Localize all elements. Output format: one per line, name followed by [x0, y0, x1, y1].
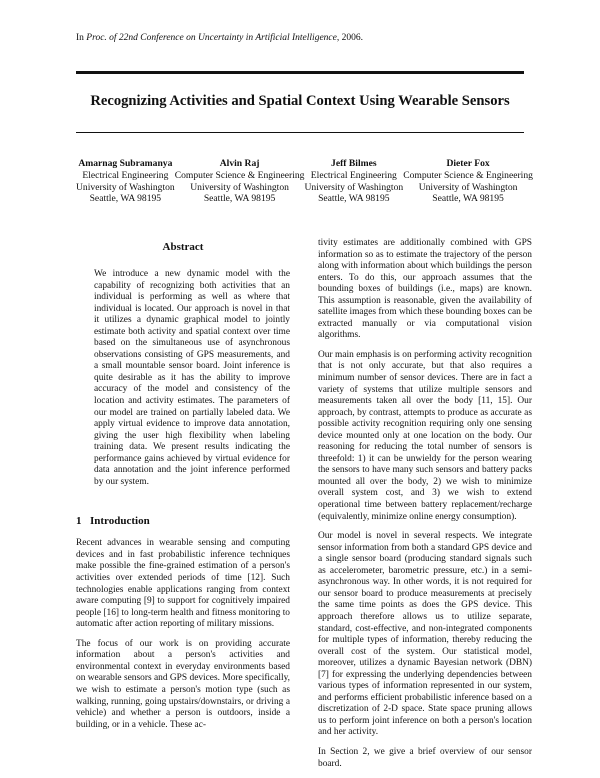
author-name: Amarnag Subramanya — [78, 158, 173, 169]
title-rule-bottom — [76, 132, 524, 133]
intro-paragraph-2: The focus of our work is on providing accurate information about a person's activities and environmental context in everyday environments based on wearable sensors and GPS devices. More specifically, we wish to estimate a person's motion type (such as walking, running, going upstairs/downstairs, or driving a vehicle) and whether a person is outdoors, inside a building, or in a vehicle. These ac- — [76, 638, 290, 730]
author-department: Computer Science & Engineering — [403, 169, 533, 181]
title-rule-top — [76, 71, 524, 74]
author-4 — [403, 158, 533, 205]
author-1 — [76, 158, 175, 205]
author-university: University of Washington — [304, 181, 404, 193]
publication-note-suffix: , 2006. — [336, 33, 363, 43]
author-university: University of Washington — [190, 181, 289, 193]
author-name: Alvin Raj — [219, 158, 260, 169]
author-city: Seattle, WA 98195 — [432, 193, 504, 205]
section-heading-introduction — [76, 514, 290, 528]
author-department: Electrical Engineering — [82, 169, 169, 181]
publication-venue: Proc. of 22nd Conference on Uncertainty in Artificial Intelligence — [86, 33, 337, 43]
left-column — [76, 240, 290, 739]
author-university: University of Washington — [418, 181, 518, 193]
section-title: Introduction — [90, 515, 150, 528]
section-number: 1 — [76, 515, 82, 528]
author-department: Electrical Engineering — [310, 169, 397, 181]
author-department: Computer Science & Engineering — [174, 169, 305, 181]
intro-paragraph-1: Recent advances in wearable sensing and computing devices and in fast probabilistic inference techniques make possible the fine-grained estimation of a person's activities over extended periods of time [12]. Such technologies enable applications ranging from context aware computing [9] to support for cognitively impaired people [16] to long-term health and fitness monitoring to automatic after action reporting of military missions. — [76, 538, 290, 630]
publication-note-prefix: In — [76, 33, 87, 43]
author-city: Seattle, WA 98195 — [203, 193, 276, 205]
author-city: Seattle, WA 98195 — [318, 193, 390, 205]
body-paragraph-4: In Section 2, we give a brief overview of our sensor board. — [318, 746, 532, 769]
body-paragraph-3: Our model is novel in several respects. We integrate sensor information from both a standard GPS device and a single sensor board (producing standard signals such as accelerometer, barometric pressure, etc.) in a semi-asynchronous way. In other words, it is not required for our sensor board to produce measurements at precisely the same time points as does the GPS device. This approach therefore allows us to utilize separate, standard, cost-effective, and non-integrated components for multiple types of information, thereby reducing the overall cost of the system. Our statistical model, moreover, utilizes a dynamic Bayesian network (DBN) [7] for expressing the underlying dependencies between various types of information represented in our system, and performs efficient probabilistic inference based on a discretization of 2-D space. State space pruning allows us to perform joint inference on both a person's location and her activity. — [318, 531, 532, 738]
abstract-heading: Abstract — [162, 241, 204, 253]
author-3 — [304, 158, 403, 205]
paper-title: Recognizing Activities and Spatial Context Using Wearable Sensors — [90, 93, 510, 109]
right-column — [318, 238, 532, 778]
abstract-text: We introduce a new dynamic model with the capability of recognizing both activities that an individual is performing as well as where that individual is located. Our approach is novel in that it utilizes a dynamic graphical model to jointly estimate both activity and spatial context over time based on the simultaneous use of asynchronous observations consisting of GPS measurements, and a small mountable sensor board. Joint inference is quite desirable as it has the ability to improve accuracy of the model and consistency of the location and activity estimates. The parameters of our model are trained on partially labeled data. We apply virtual evidence to improve data annotation, giving the user high flexibility when labeling training data. We present results indicating the performance gains achieved by virtual evidence for data annotation and the joint inference performed by our system. — [94, 269, 290, 487]
author-block — [76, 158, 533, 205]
body-paragraph-1: tivity estimates are additionally combined with GPS information so as to estimate the trajectory of the person along with information about which buildings the person enters. To do this, our approach assumes that the bounding boxes of buildings (i.e., maps) are known. This assumption is reasonable, given the availability of satellite images from which these bounding boxes can be extracted manually or via computational vision algorithms. — [318, 238, 533, 341]
author-city: Seattle, WA 98195 — [89, 193, 162, 205]
publication-note — [76, 32, 363, 44]
author-name: Jeff Bilmes — [331, 158, 377, 169]
author-2 — [175, 158, 305, 205]
author-name: Dieter Fox — [446, 158, 490, 169]
author-university: University of Washington — [76, 181, 175, 193]
abstract-body — [94, 269, 290, 488]
body-paragraph-2: Our main emphasis is on performing activity recognition that is not only accurate, but that also requires a minimum number of sensor devices. There are in fact a variety of systems that utilize multiple sensors and measurements taken all over the body [11, 15]. Our approach, by contrast, attempts to produce as accurate as possible activity recognition requiring only one sensing device mounted only at one location on the body. Our reasoning for reducing the total number of sensors is threefold: 1) it can be unwieldy for the person wearing the sensors to have many such sensors and battery packs mounted all over the body, 2) we wish to minimize overall system cost, and 3) we wish to extend operational time between battery replacement/recharge (equivalently, minimize online energy consumption). — [318, 349, 532, 522]
